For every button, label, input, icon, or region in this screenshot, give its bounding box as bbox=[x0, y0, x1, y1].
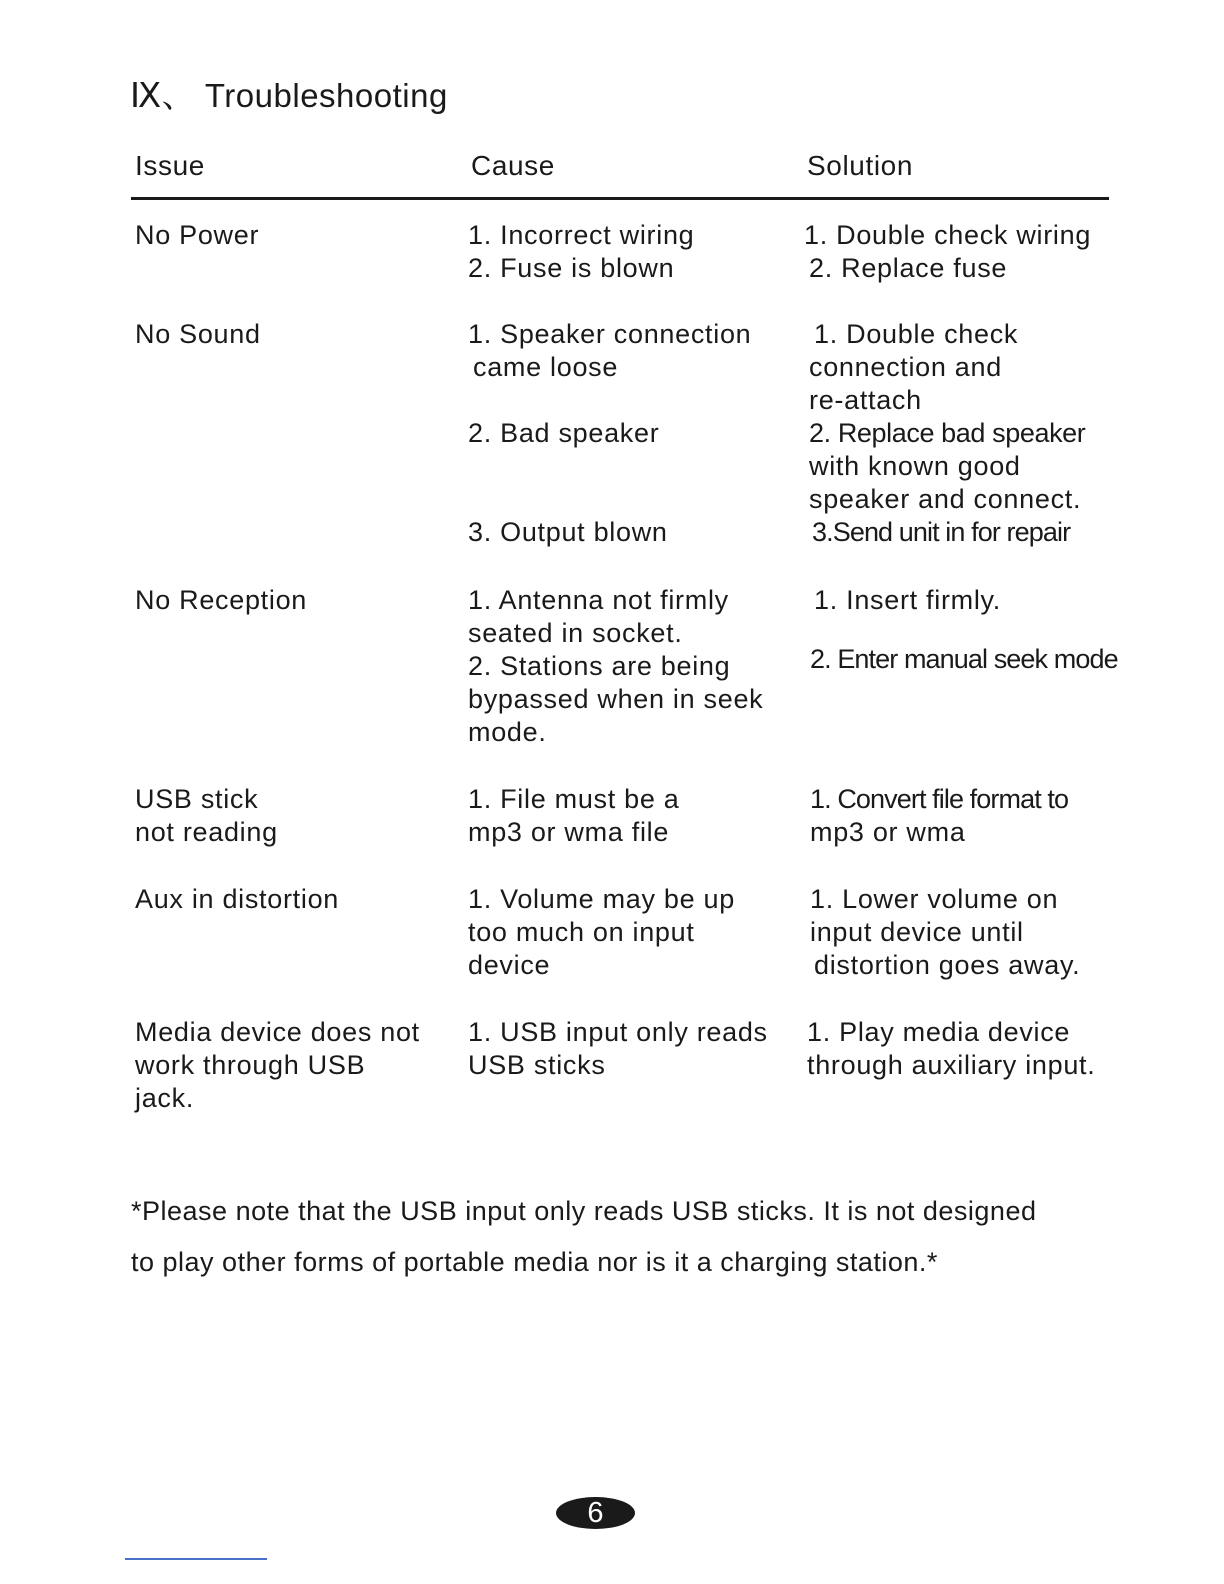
header-cause: Cause bbox=[471, 150, 555, 181]
issue-media-device: Media device does not work through USB jack. bbox=[135, 1017, 420, 1113]
solution-no-power: 1. Double check wiring 2. Replace fuse bbox=[804, 220, 1092, 283]
solution-no-reception: 1. Insert firmly. 2. Enter manual seek mode bbox=[810, 585, 1118, 674]
solution-no-sound: 1. Double check connection and re-attach 2. Replace bad speaker with known good speaker and connect. 3.Send unit in for repair bbox=[809, 319, 1086, 547]
page-number: 6 bbox=[587, 1497, 604, 1529]
issue-no-reception: No Reception bbox=[135, 585, 307, 615]
cause-no-power: 1. Incorrect wiring 2. Fuse is blown bbox=[468, 220, 695, 283]
cause-media-device: 1. USB input only reads USB sticks bbox=[468, 1017, 768, 1080]
cause-no-reception: 1. Antenna not firmly seated in socket. 2. Stations are being bypassed when in seek mode. bbox=[468, 585, 764, 747]
header-issue: Issue bbox=[135, 150, 205, 181]
cause-aux-distortion: 1. Volume may be up too much on input device bbox=[468, 884, 735, 980]
header-solution: Solution bbox=[807, 150, 913, 181]
issue-no-power: No Power bbox=[135, 220, 260, 250]
decorative-underline bbox=[125, 1558, 267, 1560]
issue-aux-distortion: Aux in distortion bbox=[135, 884, 339, 914]
page-number-badge bbox=[556, 1497, 635, 1529]
solution-aux-distortion: 1. Lower volume on input device until distortion goes away. bbox=[810, 884, 1081, 980]
solution-usb-stick: 1. Convert file format to mp3 or wma bbox=[810, 784, 1069, 847]
usb-note-line-1: *Please note that the USB input only reads USB sticks. It is not designed bbox=[131, 1196, 1037, 1226]
section-numeral: Ⅸ bbox=[130, 78, 162, 115]
cause-no-sound: 1. Speaker connection came loose 2. Bad speaker 3. Output blown bbox=[468, 319, 752, 547]
section-title-text: Troubleshooting bbox=[204, 77, 448, 114]
issue-usb-stick: USB stick not reading bbox=[135, 784, 278, 847]
section-title bbox=[130, 70, 448, 117]
header-rule bbox=[131, 197, 1109, 200]
section-separator: 、 bbox=[161, 77, 196, 114]
solution-media-device: 1. Play media device through auxiliary input. bbox=[807, 1017, 1096, 1080]
usb-note-line-2: to play other forms of portable media nor is it a charging station.* bbox=[131, 1247, 938, 1277]
cause-usb-stick: 1. File must be a mp3 or wma file bbox=[468, 784, 680, 847]
issue-no-sound: No Sound bbox=[135, 319, 261, 349]
